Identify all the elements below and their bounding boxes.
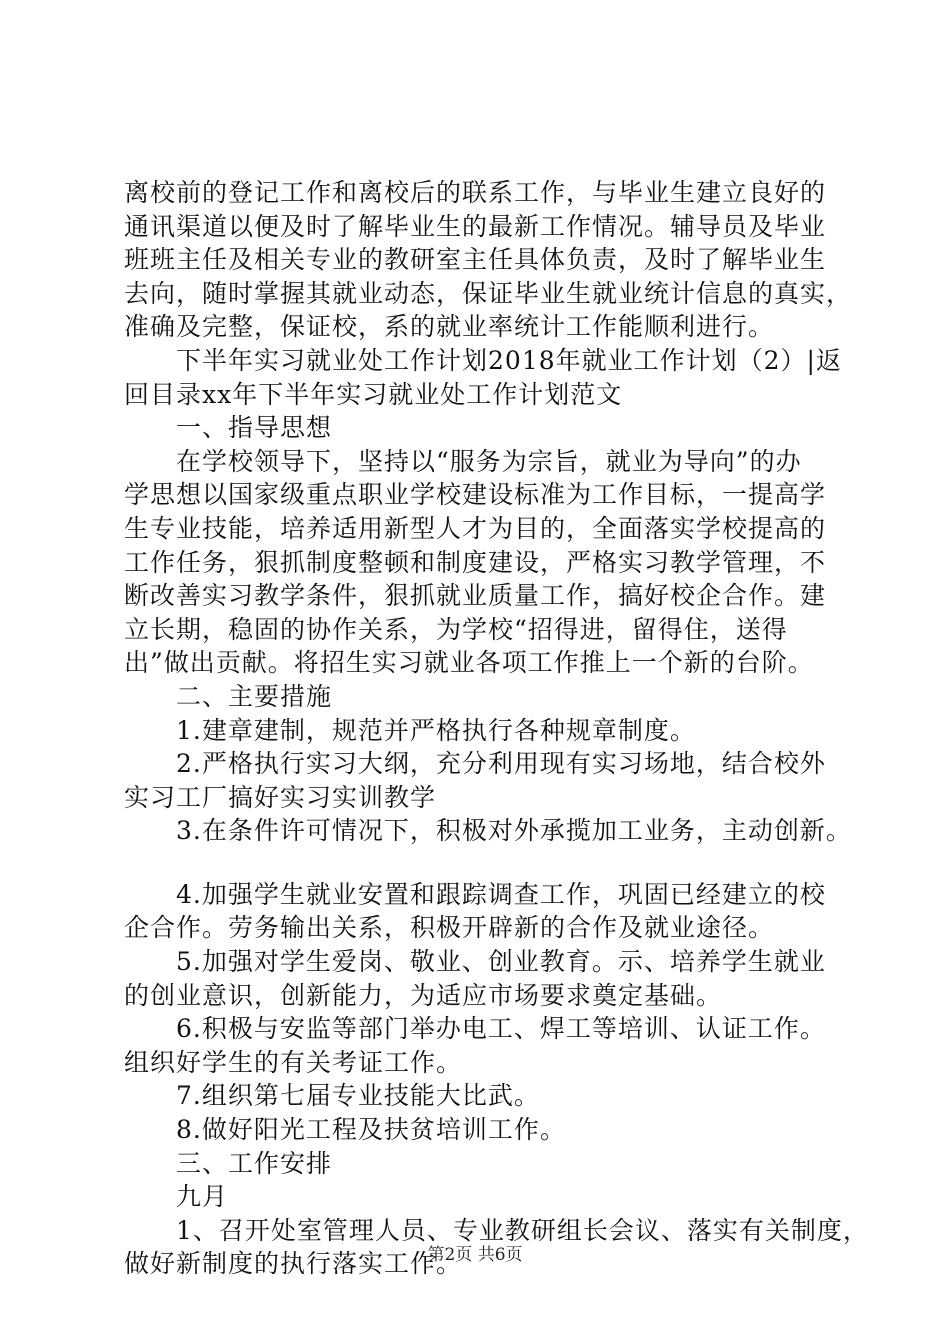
list-item: 6.积极与安监等部门举办电工、焊工等培训、认证工作。 [176, 1014, 826, 1044]
list-item: 1、召开处室管理人员、专业教研组长会议、落实有关制度， [176, 1215, 869, 1245]
paragraph-line: 学思想以国家级重点职业学校建设标准为工作目标，一提高学 [124, 480, 827, 510]
list-item: 7.组织第七届专业技能大比武。 [176, 1081, 540, 1111]
section-heading: 二、主要措施 [176, 681, 333, 711]
heading-line: 下半年实习就业处工作计划2018年就业工作计划（2）|返 [176, 345, 842, 375]
list-item-continued: 实习工厂搞好实习实训教学 [124, 782, 437, 812]
paragraph-line: 去向，随时掌握其就业动态，保证毕业生就业统计信息的真实， [124, 278, 853, 308]
paragraph-line: 生专业技能，培养适用新型人才为目的，全面落实学校提高的 [124, 513, 827, 543]
list-item: 2.严格执行实习大纲，充分利用现有实习场地，结合校外 [176, 749, 826, 779]
paragraph-line: 断改善实习教学条件，狠抓就业质量工作，搞好校企合作。建 [124, 581, 827, 611]
list-item: 4.加强学生就业安置和跟踪调查工作，巩固已经建立的校 [176, 879, 826, 909]
list-item-continued: 组织好学生的有关考证工作。 [124, 1047, 463, 1077]
paragraph-line: 立长期，稳固的协作关系，为学校“招得进，留得住，送得 [124, 614, 788, 644]
paragraph-line: 准确及完整，保证校，系的就业率统计工作能顺利进行。 [124, 312, 775, 342]
paragraph-line: 通讯渠道以便及时了解毕业生的最新工作情况。辅导员及毕业 [124, 211, 827, 241]
list-item: 5.加强对学生爱岗、敬业、创业教育。示、培养学生就业 [176, 947, 826, 977]
list-item: 8.做好阳光工程及扶贫培训工作。 [176, 1115, 566, 1145]
paragraph-line: 在学校领导下，坚持以“服务为宗旨，就业为导向”的办 [176, 446, 802, 476]
paragraph-line: 出”做出贡献。将招生实习就业各项工作推上一个新的台阶。 [124, 648, 814, 678]
paragraph-line: 离校前的登记工作和离校后的联系工作，与毕业生建立良好的 [124, 178, 827, 207]
section-heading: 一、指导思想 [176, 413, 333, 443]
subheading: 九月 [176, 1182, 229, 1212]
paragraph-line: 工作任务，狠抓制度整顿和制度建设，严格实习教学管理，不 [124, 547, 827, 577]
heading-line: 回目录xx年下半年实习就业处工作计划范文 [124, 379, 623, 409]
blank-line [124, 848, 844, 878]
list-item: 1.建章建制，规范并严格执行各种规章制度。 [176, 715, 696, 745]
list-item-continued: 的创业意识，创新能力，为适应市场要求奠定基础。 [124, 980, 723, 1010]
list-item-continued: 做好新制度的执行落实工作。 [124, 1249, 463, 1279]
list-item: 3.在条件许可情况下，积极对外承揽加工业务，主动创新。 [176, 816, 852, 846]
page-number-footer: 第2页 共6页 [427, 1245, 523, 1265]
paragraph-line: 班班主任及相关专业的教研室主任具体负责，及时了解毕业生 [124, 245, 827, 275]
list-item-continued: 企合作。劳务输出关系，积极开辟新的合作及就业途径。 [124, 913, 775, 943]
section-heading: 三、工作安排 [176, 1148, 333, 1178]
document-body [124, 176, 869, 1281]
